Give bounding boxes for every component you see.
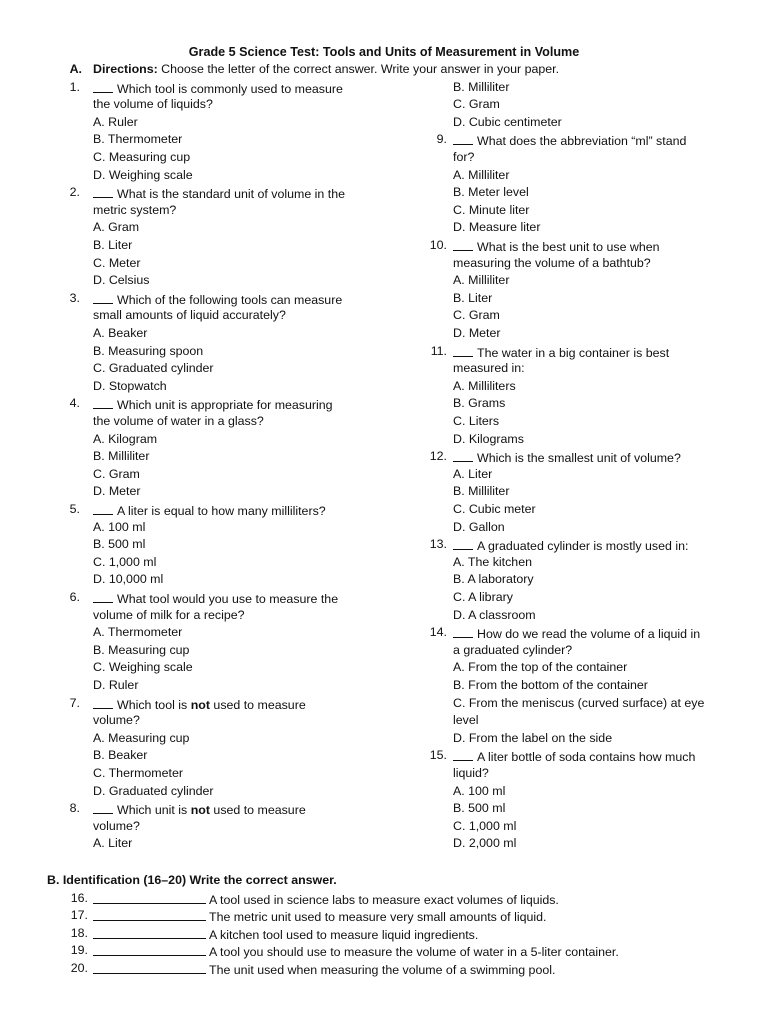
- question-text-line2: measuring the volume of a bathtub?: [453, 255, 651, 270]
- option: A. Milliliter: [453, 273, 510, 288]
- option: D. 2,000 ml: [453, 836, 517, 851]
- option: D. Cubic centimeter: [453, 114, 562, 129]
- option: B. 500 ml: [453, 801, 506, 816]
- option: C. Liters: [453, 413, 500, 428]
- answer-blank: [93, 800, 113, 814]
- option: level: [453, 713, 479, 728]
- option: B. Liter: [93, 237, 133, 252]
- item-number: 17.: [70, 908, 88, 923]
- answer-blank: [93, 290, 113, 304]
- question-text-part: What is the best unit to use when: [477, 239, 660, 254]
- option: D. Meter: [93, 484, 141, 499]
- option: A. Measuring cup: [93, 730, 190, 745]
- answer-blank: [93, 79, 113, 93]
- answer-blank: [93, 695, 113, 709]
- option: A. The kitchen: [453, 554, 532, 569]
- option: B. Milliliter: [453, 484, 510, 499]
- option: A. From the top of the container: [453, 660, 628, 675]
- identification-item: [93, 960, 555, 980]
- item-text: The metric unit used to measure very small amounts of liquid.: [209, 910, 547, 925]
- question-text-line2: volume of milk for a recipe?: [93, 607, 245, 622]
- option: A. Kilogram: [93, 431, 158, 446]
- question-text: [453, 131, 686, 151]
- option: C. Cubic meter: [453, 501, 536, 516]
- option: A. Milliliter: [453, 167, 510, 182]
- option: C. Meter: [93, 255, 141, 270]
- question-number: 12.: [429, 449, 447, 464]
- question-text-part: Which unit is appropriate for measuring: [117, 398, 333, 413]
- question-number: 14.: [429, 625, 447, 640]
- option: B. Milliliter: [453, 79, 510, 94]
- answer-line: [93, 960, 206, 974]
- question-text-part: How do we read the volume of a liquid in: [477, 627, 701, 642]
- option: B. Grams: [453, 396, 506, 411]
- option: B. Beaker: [93, 748, 148, 763]
- option: B. Liter: [453, 290, 493, 305]
- option: C. Gram: [93, 466, 140, 481]
- question-text-line2: liquid?: [453, 765, 489, 780]
- option: C. Weighing scale: [93, 660, 193, 675]
- answer-blank: [453, 343, 473, 357]
- question-text-part: A liter is equal to how many milliliters?: [117, 503, 326, 518]
- option: B. Thermometer: [93, 132, 183, 147]
- question-number: 10.: [429, 237, 447, 252]
- option: B. Measuring spoon: [93, 343, 204, 358]
- option: D. From the label on the side: [453, 730, 613, 745]
- question-number: 6.: [69, 589, 80, 604]
- option: C. Gram: [453, 308, 500, 323]
- item-text: A kitchen tool used to measure liquid ingredients.: [209, 927, 479, 942]
- question-number: 3.: [69, 290, 80, 305]
- question-text-part: Which tool is commonly used to measure: [117, 81, 343, 96]
- question-text-part: The water in a big container is best: [477, 345, 670, 360]
- option: D. Meter: [453, 325, 501, 340]
- option: B. Measuring cup: [93, 642, 190, 657]
- section-b-heading: B. Identification (16–20) Write the correct answer.: [47, 873, 337, 887]
- question-number: 15.: [429, 748, 447, 763]
- answer-line: [93, 925, 206, 939]
- question-text-part: A graduated cylinder is mostly used in:: [477, 539, 689, 554]
- question-text-part: What tool would you use to measure the: [117, 591, 339, 606]
- item-number: 20.: [70, 960, 88, 975]
- answer-blank: [453, 237, 473, 251]
- question-text-part: Which tool is: [117, 697, 188, 712]
- option: A. Liter: [93, 836, 133, 851]
- option: A. Liter: [453, 466, 493, 481]
- option: D. Graduated cylinder: [93, 783, 214, 798]
- option: A. Beaker: [93, 325, 148, 340]
- question-number: 1.: [69, 79, 80, 94]
- item-text: The unit used when measuring the volume of a swimming pool.: [209, 962, 556, 977]
- option: D. Kilograms: [453, 431, 524, 446]
- item-number: 16.: [70, 890, 88, 905]
- question-text-part: Which unit is: [117, 803, 188, 818]
- question-emphasis: not: [190, 697, 210, 712]
- question-text-line2: the volume of water in a glass?: [93, 413, 264, 428]
- question-text-line2: metric system?: [93, 202, 177, 217]
- answer-blank: [93, 501, 113, 515]
- option: D. 10,000 ml: [93, 572, 164, 587]
- option: D. Celsius: [93, 273, 150, 288]
- option: C. A library: [453, 589, 513, 604]
- answer-blank: [453, 624, 473, 638]
- option: D. Gallon: [453, 519, 505, 534]
- answer-line: [93, 890, 206, 904]
- question-text-line2: the volume of liquids?: [93, 97, 213, 112]
- answer-blank: [453, 536, 473, 550]
- item-text: A tool you should use to measure the volume of water in a 5-liter container.: [209, 945, 619, 960]
- directions-label: Directions:: [93, 62, 158, 76]
- answer-line: [93, 942, 206, 956]
- question-text-part: Which is the smallest unit of volume?: [477, 451, 681, 466]
- question-text-line2: volume?: [93, 713, 140, 728]
- answer-line: [93, 907, 206, 921]
- question-number: 5.: [69, 501, 80, 516]
- question-text-part: used to measure: [213, 803, 306, 818]
- question-text-part: used to measure: [213, 697, 306, 712]
- question-number: 4.: [69, 396, 80, 411]
- option: C. Gram: [453, 97, 500, 112]
- option: D. A classroom: [453, 607, 536, 622]
- question-text-line2: a graduated cylinder?: [453, 642, 573, 657]
- question-text-line2: volume?: [93, 818, 140, 833]
- question-emphasis: not: [190, 803, 210, 818]
- option: A. Gram: [93, 220, 140, 235]
- answer-blank: [93, 395, 113, 409]
- question-number: 7.: [69, 695, 80, 710]
- option: A. 100 ml: [93, 519, 146, 534]
- answer-blank: [93, 589, 113, 603]
- option: A. 100 ml: [453, 783, 506, 798]
- question-text: [453, 747, 695, 767]
- question-text-part: What does the abbreviation “ml” stand: [477, 134, 687, 149]
- option: C. 1,000 ml: [453, 818, 517, 833]
- answer-blank: [453, 448, 473, 462]
- question-text-line2: small amounts of liquid accurately?: [93, 308, 286, 323]
- item-number: 18.: [70, 925, 88, 940]
- option: A. Ruler: [93, 114, 138, 129]
- option: C. 1,000 ml: [93, 554, 157, 569]
- question-text-line2: measured in:: [453, 361, 525, 376]
- option: B. A laboratory: [453, 572, 534, 587]
- option: C. From the meniscus (curved surface) at eye: [453, 695, 705, 710]
- question-number: 11.: [430, 343, 447, 358]
- option: A. Milliliters: [453, 378, 516, 393]
- page-title: Grade 5 Science Test: Tools and Units of Measurement in Volume: [188, 45, 580, 59]
- question-text-line2: for?: [453, 149, 475, 164]
- option: C. Measuring cup: [93, 149, 191, 164]
- section-a-letter: A.: [69, 62, 82, 76]
- option: D. Stopwatch: [93, 378, 167, 393]
- option: D. Ruler: [93, 677, 139, 692]
- option: D. Weighing scale: [93, 167, 193, 182]
- option: B. Meter level: [453, 185, 529, 200]
- option: B. 500 ml: [93, 537, 146, 552]
- section-a-directions: [93, 61, 559, 79]
- item-text: A tool used in science labs to measure exact volumes of liquids.: [209, 892, 559, 907]
- question-number: 9.: [436, 132, 447, 147]
- question-text-part: What is the standard unit of volume in the: [117, 187, 345, 202]
- question-number: 13.: [429, 537, 447, 552]
- option: C. Thermometer: [93, 765, 183, 780]
- directions-text: Choose the letter of the correct answer. Write your answer in your paper.: [161, 62, 560, 76]
- answer-blank: [453, 747, 473, 761]
- option: C. Minute liter: [453, 202, 530, 217]
- option: D. Measure liter: [453, 220, 541, 235]
- option: B. From the bottom of the container: [453, 677, 648, 692]
- question-number: 8.: [69, 801, 80, 816]
- option: C. Graduated cylinder: [93, 361, 214, 376]
- question-text-part: A liter bottle of soda contains how much: [477, 750, 696, 765]
- answer-blank: [453, 131, 473, 145]
- item-number: 19.: [70, 943, 88, 958]
- question-number: 2.: [69, 185, 80, 200]
- answer-blank: [93, 184, 113, 198]
- option: A. Thermometer: [93, 625, 183, 640]
- option: B. Milliliter: [93, 449, 150, 464]
- question-text-part: Which of the following tools can measure: [117, 292, 343, 307]
